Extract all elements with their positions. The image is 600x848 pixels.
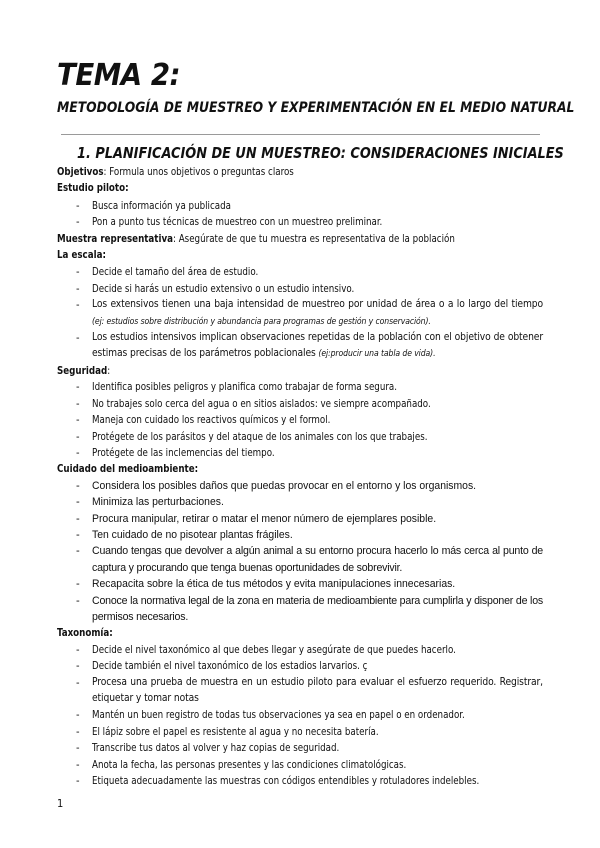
list-item-text: Busca información ya publicada xyxy=(92,198,231,212)
bullet-dash: - xyxy=(76,774,80,788)
list-item xyxy=(57,478,543,494)
label-muestra: Muestra representativa xyxy=(57,231,174,245)
list-item-text: Los estudios intensivos implican observaciones repetidas de la población con el objetivo de obtener estimas precisas de los parámetros poblacionales xyxy=(92,332,543,360)
list-item xyxy=(57,511,543,527)
page-number: 1 xyxy=(57,797,64,810)
label-taxonomia xyxy=(57,625,543,641)
text-muestra: : Asegúrate de que tu muestra es representativa de la población xyxy=(173,231,455,245)
label-text: La escala: xyxy=(57,248,106,262)
list-item xyxy=(57,593,543,626)
list-item-text: Decide también el nivel taxonómico de los estadios larvarios. ç xyxy=(92,659,368,673)
list-item-text: Cuando tengas que devolver a algún animal a su entorno procura hacerlo lo más cerca al punto de captura y procurando que tenga buenas oportunidades de sobrevivir. xyxy=(92,545,543,574)
text-objetivos: : Formula unos objetivos o preguntas claros xyxy=(103,165,294,178)
list-item xyxy=(57,412,543,428)
list-item-text: Protégete de los parásitos y del ataque de los animales con los que trabajes. xyxy=(92,429,428,443)
horizontal-rule xyxy=(61,134,540,135)
bullet-dash: - xyxy=(76,380,80,394)
list-item-text: Decide si harás un estudio extensivo o un estudio intensivo. xyxy=(92,281,355,295)
bullet-dash: - xyxy=(76,741,80,755)
label-text: Estudio piloto: xyxy=(57,181,129,195)
bullet-dash: - xyxy=(76,198,80,212)
bullet-dash: - xyxy=(76,396,80,410)
list-item xyxy=(57,658,543,674)
list-item xyxy=(57,757,543,773)
label-estudio-piloto xyxy=(57,180,543,196)
list-item xyxy=(57,707,543,723)
list-item xyxy=(57,281,543,297)
list-item xyxy=(57,543,543,576)
list-item-text: Pon a punto tus técnicas de muestreo con un muestreo preliminar. xyxy=(92,215,383,229)
list-item xyxy=(57,429,543,445)
list-item xyxy=(57,724,543,740)
bullet-dash: - xyxy=(76,708,80,722)
bullet-dash: - xyxy=(76,578,80,591)
bullet-dash: - xyxy=(76,429,80,443)
bullet-dash: - xyxy=(76,281,80,295)
list-item-text: Maneja con cuidado los reactivos químicos y el formol. xyxy=(92,413,331,427)
paragraph-objetivos xyxy=(57,164,543,180)
list-item xyxy=(57,773,543,789)
list-item-text: Minimiza las perturbaciones. xyxy=(92,496,224,509)
list-item xyxy=(57,675,543,708)
bullet-dash: - xyxy=(76,675,80,689)
list-item xyxy=(57,445,543,461)
list-item-text: Etiqueta adecuadamente las muestras con códigos entendibles y rotuladores indelebles. xyxy=(92,774,480,788)
section-heading: 1. PLANIFICACIÓN DE UN MUESTREO: CONSIDERACIONES INICIALES xyxy=(77,144,564,162)
label-suffix: : xyxy=(107,363,111,377)
list-item-text: El lápiz sobre el papel es resistente al agua y no necesita batería. xyxy=(92,724,379,738)
list-item xyxy=(57,527,543,543)
bullet-dash: - xyxy=(76,724,80,738)
list-item-text: Anota la fecha, las personas presentes y las condiciones climatológicas. xyxy=(92,757,407,771)
list-item-text: Los extensivos tienen una baja intensidad de muestreo por unidad de área o a lo largo del tiempo xyxy=(92,299,543,311)
label-text: Seguridad xyxy=(57,363,108,377)
list-item xyxy=(57,576,543,592)
document-body xyxy=(57,164,543,789)
label-text: Cuidado del medioambiente: xyxy=(57,462,199,476)
list-item xyxy=(57,297,543,330)
list-item-text: Decide el nivel taxonómico al que debes llegar y asegúrate de que puedes hacerlo. xyxy=(92,642,456,656)
list-item xyxy=(57,379,543,395)
bullet-dash: - xyxy=(76,545,80,558)
bullet-dash: - xyxy=(76,757,80,771)
document-title: TEMA 2: xyxy=(57,58,181,93)
list-item-text: Decide el tamaño del área de estudio. xyxy=(92,265,259,279)
list-item-text: Ten cuidado de no pisotear plantas frágiles. xyxy=(92,528,293,541)
list-item-text: Procura manipular, retirar o matar el menor número de ejemplares posible. xyxy=(92,512,437,525)
bullet-dash: - xyxy=(76,659,80,673)
list-item-text: Considera los posibles daños que puedas provocar en el entorno y los organismos. xyxy=(92,479,477,492)
list-item-text: Procesa una prueba de muestra en un estudio piloto para evaluar el esfuerzo requerido. Registrar, etiquetar y tomar notas xyxy=(92,676,543,704)
list-item-text: Protégete de las inclemencias del tiempo. xyxy=(92,445,275,459)
bullet-dash: - xyxy=(76,413,80,427)
list-item-example: (ej: estudios sobre distribución y abundancia para programas de gestión y conservación). xyxy=(92,316,431,327)
label-text: Taxonomía: xyxy=(57,626,113,640)
bullet-dash: - xyxy=(76,479,80,492)
label-objetivos: Objetivos xyxy=(57,165,104,178)
bullet-dash: - xyxy=(76,594,80,607)
list-item xyxy=(57,494,543,510)
bullet-dash: - xyxy=(76,215,80,229)
bullet-dash: - xyxy=(76,445,80,459)
list-item xyxy=(57,740,543,756)
list-item-text: Recapacita sobre la ética de tus métodos y evita manipulaciones innecesarias. xyxy=(92,578,456,591)
list-item xyxy=(57,642,543,658)
list-item-text: Conoce la normativa legal de la zona en materia de medioambiente para cumplirla y disponer de los permisos necesarios. xyxy=(92,594,543,623)
list-item-example: (ej:producir una tabla de vida). xyxy=(318,349,436,360)
list-item xyxy=(57,330,543,363)
label-medioambiente xyxy=(57,461,543,477)
label-escala xyxy=(57,247,543,263)
bullet-dash: - xyxy=(76,298,80,312)
list-item xyxy=(57,396,543,412)
list-item-text: Mantén un buen registro de todas tus observaciones ya sea en papel o en ordenador. xyxy=(92,708,465,722)
bullet-dash: - xyxy=(76,642,80,656)
list-item xyxy=(57,198,543,214)
list-item-text: Identifica posibles peligros y planifica como trabajar de forma segura. xyxy=(92,380,398,394)
bullet-dash: - xyxy=(76,512,80,525)
list-item xyxy=(57,264,543,280)
list-item-text: Transcribe tus datos al volver y haz copias de seguridad. xyxy=(92,741,340,755)
paragraph-muestra xyxy=(57,231,543,247)
list-item-text: No trabajes solo cerca del agua o en sitios aislados: ve siempre acompañado. xyxy=(92,396,431,410)
bullet-dash: - xyxy=(76,331,80,345)
bullet-dash: - xyxy=(76,496,80,509)
document-subtitle: METODOLOGÍA DE MUESTREO Y EXPERIMENTACIÓN EN EL MEDIO NATURAL xyxy=(57,99,575,116)
bullet-dash: - xyxy=(76,265,80,279)
bullet-dash: - xyxy=(76,528,80,541)
list-item xyxy=(57,214,543,230)
label-seguridad xyxy=(57,363,543,379)
